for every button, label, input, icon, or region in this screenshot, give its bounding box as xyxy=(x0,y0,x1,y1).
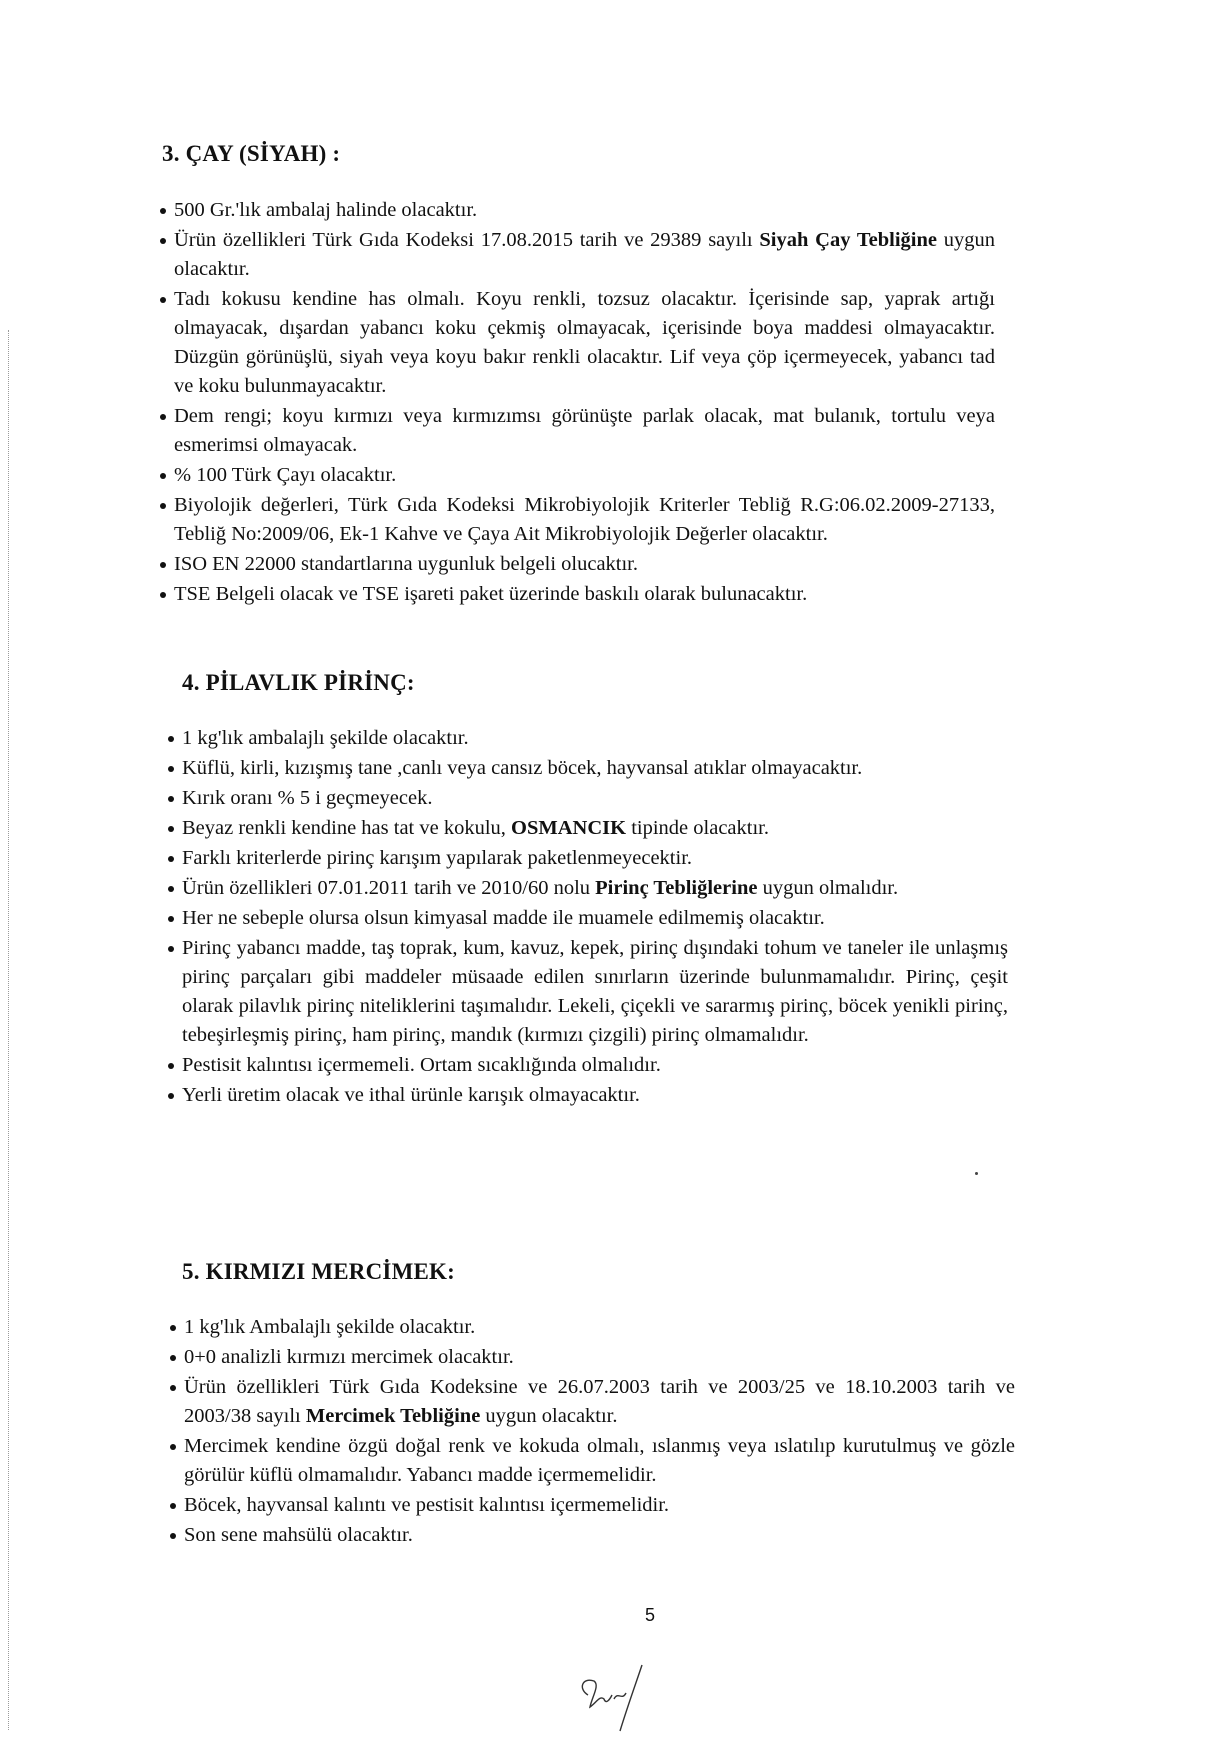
bullet-item xyxy=(160,226,995,284)
bullet-text: Farklı kriterlerde pirinç karışım yapılarak paketlenmeyecektir. xyxy=(182,847,693,869)
bullet-item xyxy=(168,904,1008,933)
bullet-text: Pestisit kalıntısı içermemeli. Ortam sıcaklığında olmalıdır. xyxy=(182,1054,661,1076)
bullet-item xyxy=(168,844,1008,873)
bullet-text: ISO EN 22000 standartlarına uygunluk belgeli olucaktır. xyxy=(174,553,639,575)
bold-reference-text: Pirinç Tebliğlerine xyxy=(595,877,758,899)
bullet-item xyxy=(160,550,995,579)
bullet-item xyxy=(170,1313,1015,1342)
bullet-item xyxy=(168,754,1008,783)
bold-reference-text: Mercimek Tebliğine xyxy=(305,1405,481,1427)
bullet-text: Yerli üretim olacak ve ithal ürünle karışık olmayacaktır. xyxy=(182,1084,640,1106)
bullet-text: TSE Belgeli olacak ve TSE işareti paket üzerinde baskılı olarak bulunacaktır. xyxy=(174,583,808,605)
section-title-cay: 3. ÇAY (SİYAH) : xyxy=(162,141,341,166)
bullet-list-pirinc xyxy=(168,724,1008,1111)
bullet-list-cay xyxy=(160,196,995,610)
bullet-item xyxy=(160,491,995,549)
stray-dot-mark xyxy=(975,1172,978,1175)
bullet-text: 1 kg'lık ambalajlı şekilde olacaktır. xyxy=(182,727,469,749)
bullet-text: Mercimek kendine özgü doğal renk ve kokuda olmalı, ıslanmış veya ıslatılıp kurutulmuş ve gözle görülür küflü olmamalıdır. Yabancı madde içermemelidir. xyxy=(184,1435,1015,1486)
bullet-item xyxy=(160,196,995,225)
bullet-item xyxy=(168,724,1008,753)
page-number: 5 xyxy=(644,1605,655,1625)
bold-reference-text: Siyah Çay Tebliğine xyxy=(759,229,937,251)
bullet-text: Her ne sebeple olursa olsun kimyasal madde ile muamele edilmemiş olacaktır. xyxy=(182,907,825,929)
bullet-text: Tadı kokusu kendine has olmalı. Koyu renkli, tozsuz olacaktır. İçerisinde sap, yaprak artığı olmayacak, dışardan yabancı koku çekmiş olmayacak, içerisinde boya maddesi olmayacaktır. Düzgün görünüşlü, siyah veya koyu bakır renkli olacaktır. Lif veya çöp içermeyecek, yabancı tad ve koku bulunmayacaktır. xyxy=(174,288,995,397)
bullet-text: tipinde olacaktır. xyxy=(626,817,769,839)
section-title-pirinc: 4. PİLAVLIK PİRİNÇ: xyxy=(182,670,415,695)
bullet-item xyxy=(160,461,995,490)
bullet-item xyxy=(168,814,1008,843)
signature-icon xyxy=(570,1655,660,1735)
bullet-item xyxy=(170,1432,1015,1490)
bullet-item xyxy=(170,1343,1015,1372)
bullet-item xyxy=(168,1051,1008,1080)
bullet-text: Dem rengi; koyu kırmızı veya kırmızımsı görünüşte parlak olacak, mat bulanık, tortulu veya esmerimsi olmayacak. xyxy=(174,405,995,456)
bullet-text: 500 Gr.'lık ambalaj halinde olacaktır. xyxy=(174,199,478,221)
bullet-item xyxy=(170,1521,1015,1550)
bullet-text: Biyolojik değerleri, Türk Gıda Kodeksi Mikrobiyolojik Kriterler Tebliğ R.G:06.02.2009-27133, Tebliğ No:2009/06, Ek-1 Kahve ve Çaya Ait Mikrobiyolojik Değerler olacaktır. xyxy=(174,494,995,545)
bullet-item xyxy=(160,402,995,460)
bullet-text: Son sene mahsülü olacaktır. xyxy=(184,1524,413,1546)
bullet-text: uygun olmalıdır. xyxy=(757,877,899,899)
bullet-text: 1 kg'lık Ambalajlı şekilde olacaktır. xyxy=(184,1316,476,1338)
bullet-text: Kırık oranı % 5 i geçmeyecek. xyxy=(182,787,433,809)
bullet-text: % 100 Türk Çayı olacaktır. xyxy=(174,464,397,486)
bullet-text: 0+0 analizli kırmızı mercimek olacaktır. xyxy=(184,1346,514,1368)
bullet-text: Pirinç yabancı madde, taş toprak, kum, kavuz, kepek, pirinç dışındaki tohum ve taneler ile unlaşmış pirinç parçaları gibi maddeler müsaade edilen sınırların üzerinde bulunmamalıdır. Pirinç, çeşit olarak pilavlık pirinç niteliklerini taşımalıdır. Lekeli, çiçekli ve sararmış pirinç, böcek yenikli pirinç, tebeşirleşmiş pirinç, ham pirinç, mandık (kırmızı çizgili) pirinç olmamalıdır. xyxy=(182,937,1008,1046)
scan-edge-mark xyxy=(8,330,10,1730)
bullet-text: Böcek, hayvansal kalıntı ve pestisit kalıntısı içermemelidir. xyxy=(184,1494,670,1516)
bullet-item xyxy=(160,285,995,401)
bullet-item xyxy=(160,580,995,609)
bullet-item xyxy=(170,1491,1015,1520)
bullet-item xyxy=(170,1373,1015,1431)
bullet-text: Ürün özellikleri Türk Gıda Kodeksine ve 26.07.2003 tarih ve 2003/25 ve 18.10.2003 tarih ve 2003/38 sayılı xyxy=(184,1376,1015,1427)
bullet-item xyxy=(168,874,1008,903)
bullet-text: Küflü, kirli, kızışmış tane ,canlı veya cansız böcek, hayvansal atıklar olmayacaktır. xyxy=(182,757,863,779)
section-title-mercimek: 5. KIRMIZI MERCİMEK: xyxy=(182,1259,455,1284)
bullet-text: Ürün özellikleri Türk Gıda Kodeksi 17.08.2015 tarih ve 29389 sayılı xyxy=(174,229,760,251)
bullet-text: Beyaz renkli kendine has tat ve kokulu, xyxy=(182,817,512,839)
bullet-text: uygun olacaktır. xyxy=(174,229,996,280)
bullet-item xyxy=(168,1081,1008,1110)
bullet-text: Ürün özellikleri 07.01.2011 tarih ve 2010/60 nolu xyxy=(182,877,596,899)
bullet-list-mercimek xyxy=(170,1313,1015,1551)
bullet-item xyxy=(168,784,1008,813)
bullet-item xyxy=(168,934,1008,1050)
bold-reference-text: OSMANCIK xyxy=(511,817,627,839)
bullet-text: uygun olacaktır. xyxy=(480,1405,618,1427)
